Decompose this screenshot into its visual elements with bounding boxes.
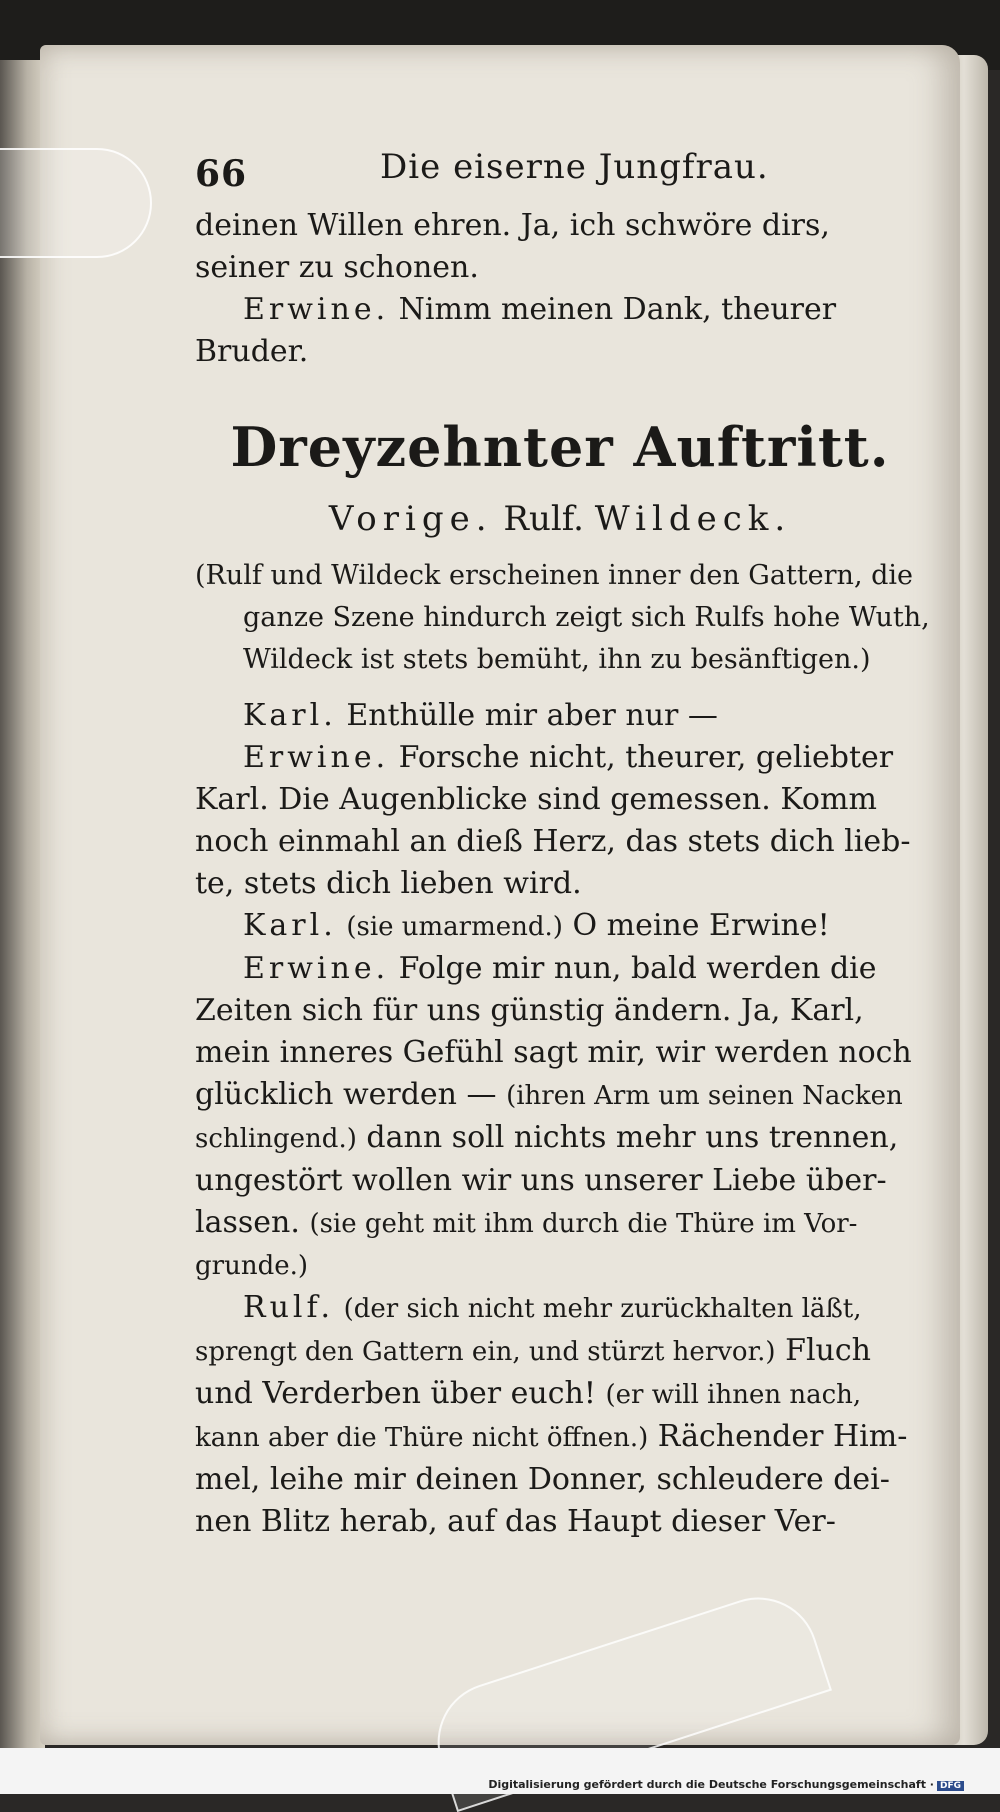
stage-line: ganze Szene hindurch zeigt sich Rulfs hohe Wuth, (243, 602, 930, 633)
text-line: te, stets dich lieben wird. (195, 866, 582, 901)
text-line: deinen Willen ehren. Ja, ich schwöre dirs, (195, 208, 830, 243)
book-spine-edge (0, 60, 45, 1760)
text-line: ungestört wollen wir uns unserer Liebe über- (195, 1163, 887, 1198)
speech-erwine-opening (195, 289, 925, 331)
page-clip-top (0, 148, 152, 258)
text-line: grunde.) (195, 1251, 309, 1281)
scene-characters (195, 499, 925, 539)
stage-direction-inline: (er will ihnen nach, (605, 1380, 862, 1410)
text-line: mel, leihe mir deinen Donner, schleudere dei- (195, 1462, 890, 1497)
speech-karl-1 (195, 695, 925, 737)
speaker-name: Karl. (243, 698, 337, 733)
speech-text: glücklich werden — (195, 1077, 497, 1112)
page-header (195, 145, 925, 205)
stage-direction-inline: schlingend.) (195, 1124, 357, 1154)
speech-text: Enthülle mir aber nur — (346, 698, 718, 733)
text-line: Karl. Die Augenblicke sind gemessen. Komm (195, 782, 877, 817)
text-line: Bruder. (195, 334, 309, 369)
page-content (195, 145, 930, 1543)
speech-karl-2 (195, 905, 925, 948)
text-line: noch einmahl an dieß Herz, das stets dich lieb- (195, 824, 911, 859)
speaker-name: Erwine. (243, 292, 390, 327)
dfg-logo: DFG (937, 1781, 964, 1791)
speech-text: Rächender Him- (657, 1419, 908, 1454)
speech-text: Forsche nicht, theurer, geliebter (398, 740, 894, 775)
credit-text: Digitalisierung gefördert durch die Deutsche Forschungsgemeinschaft · (488, 1778, 934, 1791)
text-line: Zeiten sich für uns günstig ändern. Ja, Karl, (195, 993, 864, 1028)
text-line (195, 1416, 925, 1459)
character-name: Rulf. (503, 499, 584, 539)
speaker-name: Rulf. (243, 1290, 335, 1325)
text-line: seiner zu schonen. (195, 250, 479, 285)
text-line (195, 1202, 925, 1245)
text-line: mein inneres Gefühl sagt mir, wir werden noch (195, 1035, 912, 1070)
stage-direction (195, 555, 930, 681)
speech-text: dann soll nichts mehr uns trennen, (366, 1120, 899, 1155)
speech-rulf (195, 1287, 925, 1330)
stage-direction-inline: (sie geht mit ihm durch die Thüre im Vor- (309, 1209, 858, 1239)
character-name: Wildeck. (594, 499, 792, 539)
stage-direction-inline: sprengt den Gattern ein, und stürzt hervor.) (195, 1337, 776, 1367)
digitization-credit (488, 1778, 964, 1791)
scene-title: Dreyzehnter Auftritt. (230, 415, 890, 479)
speech-text: O meine Erwine! (572, 908, 830, 943)
stage-direction-inline: (der sich nicht mehr zurückhalten läßt, (343, 1294, 862, 1324)
text-line (195, 1373, 925, 1416)
text-line (195, 1330, 925, 1373)
stage-direction-inline: (sie umarmend.) (346, 912, 563, 942)
stage-line: Wildeck ist stets bemüht, ihn zu besänftigen.) (243, 644, 871, 675)
speech-text: Fluch (785, 1333, 871, 1368)
speech-erwine-1 (195, 737, 925, 779)
speech-text: Folge mir nun, bald werden die (398, 951, 877, 986)
speaker-name: Karl. (243, 908, 337, 943)
character-name: Vorige. (328, 499, 493, 539)
stage-line: (Rulf und Wildeck erscheinen inner den Gattern, die (195, 560, 914, 591)
speaker-name: Erwine. (243, 951, 390, 986)
page-number: 66 (195, 153, 248, 195)
speech-text: Nimm meinen Dank, theurer (398, 292, 837, 327)
running-title: Die eiserne Jungfrau. (380, 147, 769, 187)
speech-text: und Verderben über euch! (195, 1376, 596, 1411)
text-line (195, 1117, 925, 1160)
speech-text: lassen. (195, 1205, 300, 1240)
text-line (195, 1074, 925, 1117)
stage-direction-inline: kann aber die Thüre nicht öffnen.) (195, 1423, 649, 1453)
speech-erwine-2 (195, 948, 925, 990)
stage-direction-inline: (ihren Arm um seinen Nacken (506, 1081, 903, 1111)
speaker-name: Erwine. (243, 740, 390, 775)
text-line: nen Blitz herab, auf das Haupt dieser Ver- (195, 1504, 836, 1539)
